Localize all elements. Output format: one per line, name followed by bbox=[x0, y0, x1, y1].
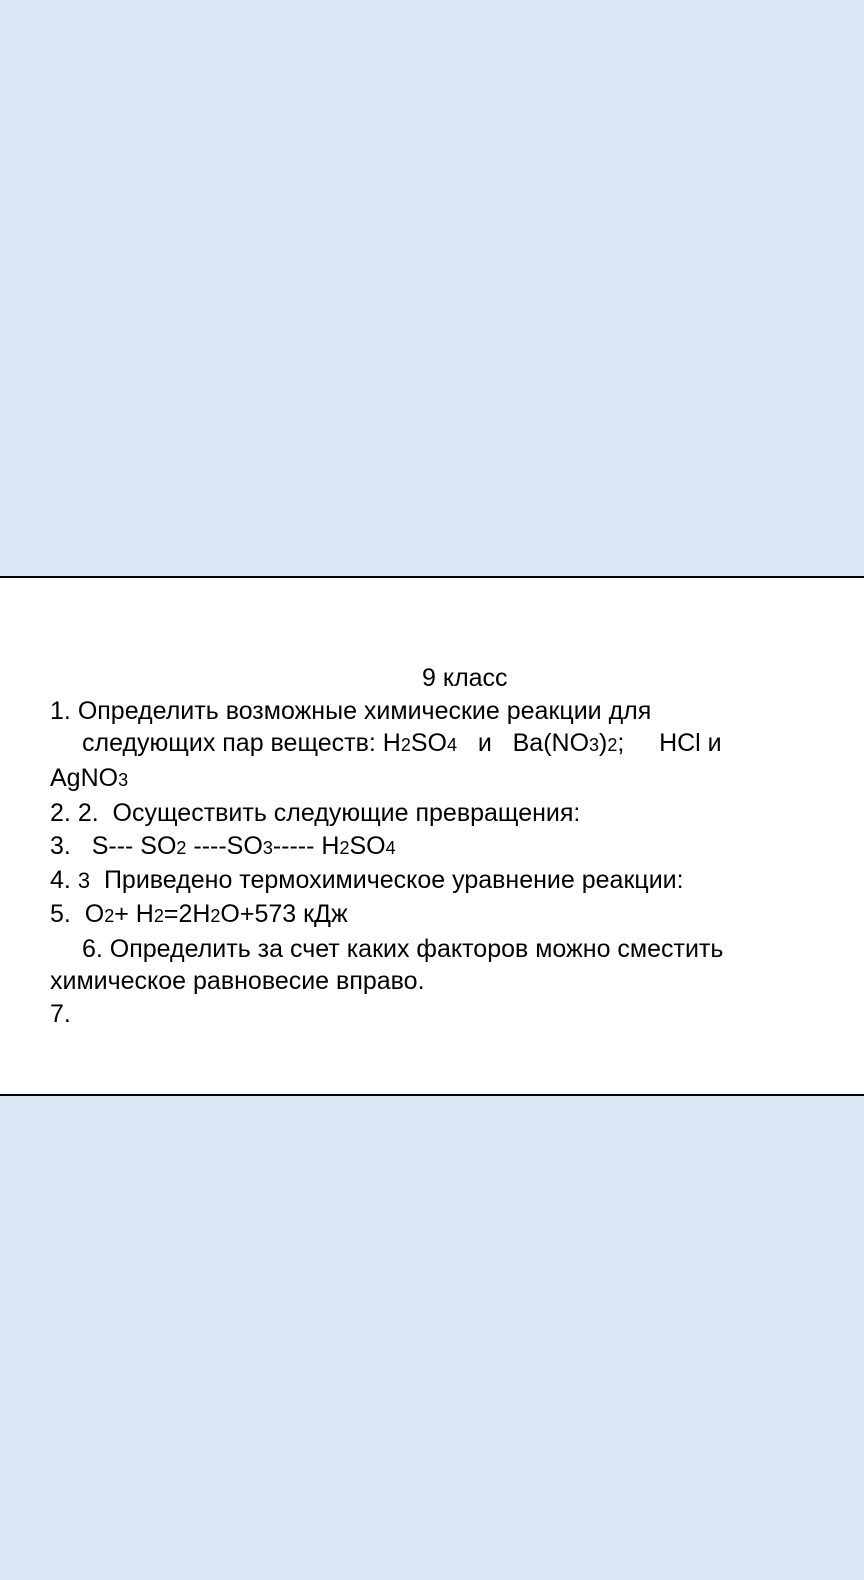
document-page bbox=[0, 576, 864, 1096]
list-item: 5. O2+ H2=2H2O+573 кДж bbox=[50, 899, 348, 928]
list-item: 4. 3 Приведено термохимическое уравнение реакции: bbox=[50, 866, 684, 895]
list-item: 6. Определить за счет каких факторов можно сместить bbox=[82, 934, 724, 963]
list-item: AgNO3 bbox=[50, 764, 129, 793]
document-content bbox=[50, 662, 830, 1031]
list-item: 2. 2. Осуществить следующие превращения: bbox=[50, 798, 581, 827]
document-title: 9 класс bbox=[422, 664, 508, 692]
list-item: следующих пар веществ: H2SO4 и Ba(NO3)2; HCl и bbox=[82, 729, 722, 758]
list-item: 3. S--- SO2 ----SO3----- H2SO4 bbox=[50, 831, 396, 860]
list-item: 1. Определить возможные химические реакции для bbox=[50, 696, 652, 725]
list-item: 7. bbox=[50, 1000, 71, 1029]
list-item: химическое равновесие вправо. bbox=[50, 967, 425, 996]
